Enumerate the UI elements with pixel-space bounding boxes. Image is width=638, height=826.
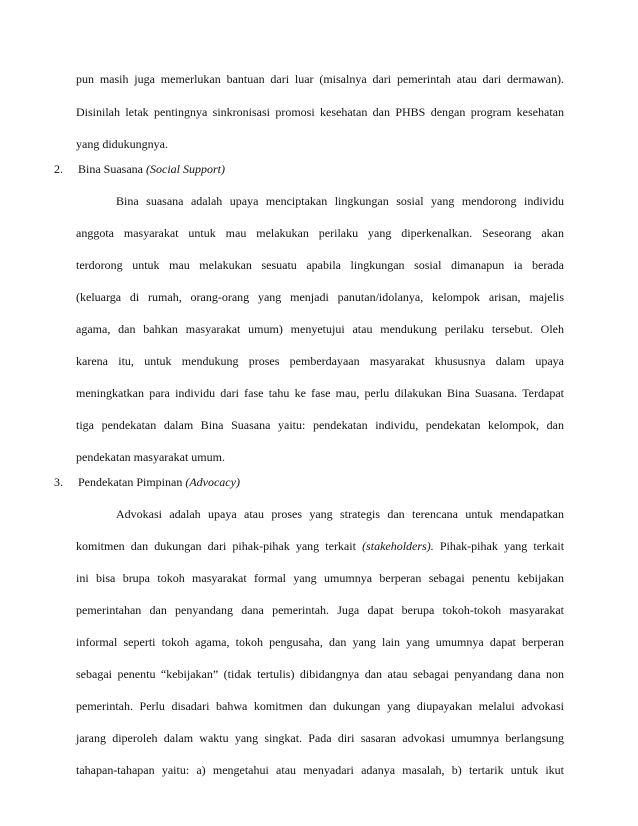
section-2-number: 2. bbox=[54, 162, 63, 176]
section-3-line: informal seperti tokoh agama, tokoh pengusaha, dan yang lain yang umumnya dapat berperan bbox=[76, 635, 564, 649]
section-3-line: pemerintah. Perlu disadari bahwa komitmen dan dukungan yang diupayakan melalui advokasi bbox=[76, 699, 564, 713]
section-3-line2-a: komitmen dan dukungan dari pihak-pihak yang terkait bbox=[76, 539, 356, 553]
section-2-heading bbox=[78, 161, 225, 177]
section-2-line: meningkatkan para individu dari fase tahu ke fase mau, perlu dilakukan Bina Suasana. Terdapat bbox=[76, 386, 564, 400]
section-2-line: terdorong untuk mau melakukan sesuatu apabila lingkungan sosial dimanapun ia berada bbox=[76, 258, 564, 272]
stakeholders-term: (stakeholders). bbox=[362, 539, 434, 553]
intro-line-1: pun masih juga memerlukan bantuan dari luar (misalnya dari pemerintah atau dari dermawan). bbox=[76, 72, 564, 86]
section-3-line: pemerintahan dan penyandang dana pemerintah. Juga dapat berupa tokoh-tokoh masyarakat bbox=[76, 603, 564, 617]
section-2-line: anggota masyarakat untuk mau melakukan perilaku yang diperkenalkan. Seseorang akan bbox=[76, 226, 564, 240]
section-2-line: karena itu, untuk mendukung proses pemberdayaan masyarakat khususnya dalam upaya bbox=[76, 354, 564, 368]
section-3-line: ini bisa brupa tokoh masyarakat formal yang umumnya berperan sebagai penentu kebijakan bbox=[76, 571, 564, 585]
section-2-title: Bina Suasana bbox=[78, 162, 143, 176]
section-2-line: Bina suasana adalah upaya menciptakan lingkungan sosial yang mendorong individu bbox=[116, 194, 564, 208]
section-3-line: Advokasi adalah upaya atau proses yang strategis dan terencana untuk mendapatkan bbox=[116, 507, 564, 521]
section-2-title-en: (Social Support) bbox=[146, 162, 225, 176]
section-3-line2-c: Pihak-pihak yang terkait bbox=[439, 539, 565, 553]
section-2-line: tiga pendekatan dalam Bina Suasana yaitu: pendekatan individu, pendekatan kelompok, dan bbox=[76, 418, 564, 432]
section-3-line-mixed bbox=[76, 538, 564, 554]
intro-line-2: Disinilah letak pentingnya sinkronisasi promosi kesehatan dan PHBS dengan program kesehatan bbox=[76, 105, 564, 119]
section-3-title-en: (Advocacy) bbox=[185, 475, 240, 489]
section-2-line: agama, dan bahkan masyarakat umum) menyetujui atau mendukung perilaku tersebut. Oleh bbox=[76, 322, 564, 336]
section-2-line: pendekatan masyarakat umum. bbox=[76, 450, 225, 464]
section-3-line: tahapan-tahapan yaitu: a) mengetahui atau menyadari adanya masalah, b) tertarik untuk ikut bbox=[76, 763, 564, 777]
section-3-number: 3. bbox=[54, 475, 63, 489]
section-3-line: jarang diperoleh dalam waktu yang singkat. Pada diri sasaran advokasi umumnya berlangsung bbox=[76, 731, 564, 745]
section-3-line: sebagai penentu “kebijakan” (tidak tertulis) dibidangnya dan atau sebagai penyandang dana non bbox=[76, 667, 564, 681]
section-3-heading bbox=[78, 474, 240, 490]
intro-line-3: yang didukungnya. bbox=[76, 137, 168, 151]
section-2-line: (keluarga di rumah, orang-orang yang menjadi panutan/idolanya, kelompok arisan, majelis bbox=[76, 290, 564, 304]
section-3-title: Pendekatan Pimpinan bbox=[78, 475, 183, 489]
